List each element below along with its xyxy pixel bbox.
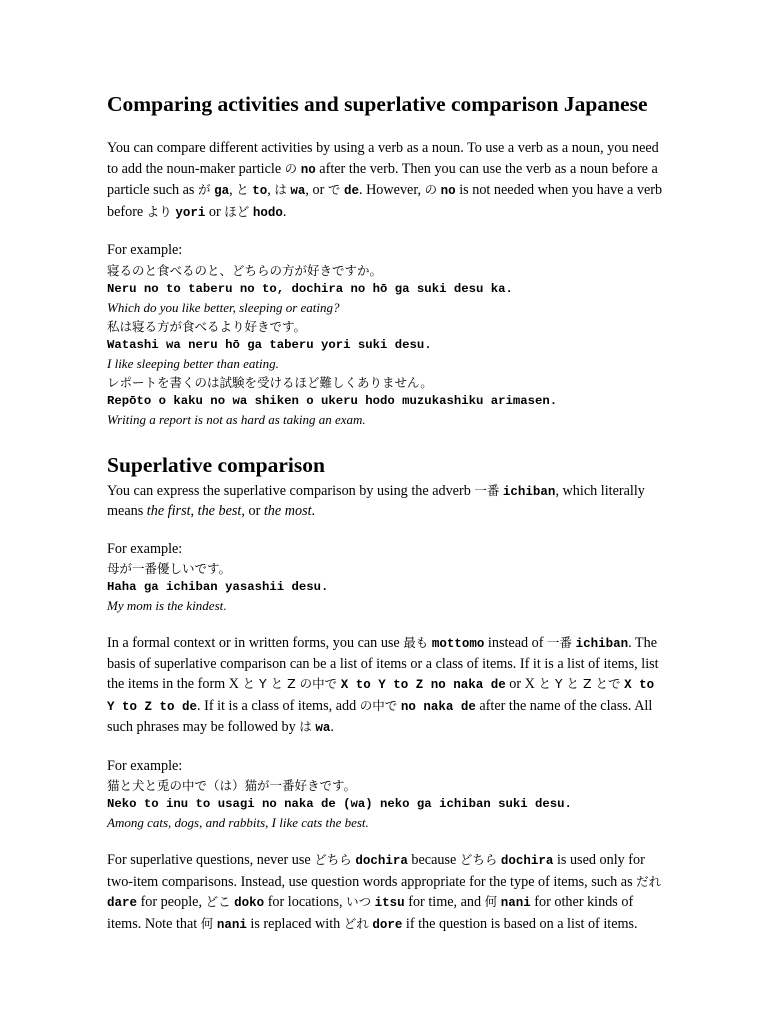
romaji-term: ga	[214, 184, 230, 198]
superlative-paragraph	[107, 481, 663, 522]
example-japanese: 寝るのと食べるのと、どちらの方が好きですか。	[107, 262, 383, 278]
japanese-term: と Y と Z の中で	[242, 676, 338, 691]
japanese-term: 最も	[403, 635, 429, 650]
romaji-term: wa	[290, 184, 306, 198]
example-block-2	[107, 540, 663, 616]
text: .	[311, 503, 316, 519]
romaji-term: dochira	[355, 854, 408, 868]
japanese-term: だれ	[636, 873, 662, 889]
romaji-term: no	[300, 162, 316, 177]
text: for other kinds of items. Note that	[107, 894, 634, 932]
intro-paragraph	[107, 139, 663, 223]
romaji-term: nani	[500, 896, 531, 910]
japanese-term: どちら	[314, 852, 352, 867]
text: is replaced with	[246, 915, 344, 932]
example-romaji: Watashi wa neru hō ga taberu yori suki desu.	[107, 337, 432, 352]
example-translation: I like sleeping better than eating.	[107, 355, 279, 371]
japanese-term: ほど	[224, 203, 250, 219]
japanese-term: は	[274, 182, 287, 197]
text: or	[205, 203, 225, 220]
romaji-term: mottomo	[431, 637, 485, 651]
romaji-term: to	[252, 184, 268, 198]
text: . However,	[358, 182, 425, 198]
example-translation	[107, 597, 663, 615]
romaji-term: doko	[234, 896, 265, 910]
example-label: For example:	[107, 757, 183, 774]
japanese-term: どちら	[459, 852, 498, 867]
romaji-term: X to Y to Z to de	[107, 678, 655, 714]
japanese-term: は	[299, 719, 312, 734]
page-title: Comparing activities and superlative comparison Japanese	[107, 92, 648, 116]
japanese-term: の中で	[359, 697, 398, 713]
text: after the verb. Then you can use the verb as a noun before a particle such as	[107, 160, 658, 198]
text: , or	[241, 503, 264, 519]
example-translation: Which do you like better, sleeping or eating?	[107, 299, 340, 315]
japanese-term: と	[236, 182, 249, 197]
japanese-term: の	[424, 182, 438, 197]
text: . If it is a class of items, add	[197, 697, 360, 714]
text: .	[282, 203, 287, 220]
example-japanese: 私は寝る方が食べるより好きです。	[107, 318, 307, 334]
japanese-term: いつ	[346, 894, 372, 909]
emphasis: the first	[146, 503, 191, 519]
romaji-term: dochira	[500, 854, 554, 868]
example-romaji: Neru no to taberu no to, dochira no hō ga suki desu ka.	[107, 281, 513, 296]
text: My mom is the kindest	[107, 598, 224, 613]
document-page	[107, 90, 663, 953]
text: ,	[229, 182, 237, 198]
example-block-1	[107, 241, 663, 429]
text: .	[223, 598, 227, 613]
romaji-term: X to Y to Z no naka de	[340, 678, 506, 692]
text: ,	[190, 503, 198, 519]
text: ,	[267, 182, 275, 198]
emphasis: the best	[197, 503, 242, 519]
japanese-term: どれ	[343, 915, 369, 931]
romaji-term: itsu	[374, 896, 405, 910]
example-label: For example:	[107, 242, 183, 258]
text: , or	[305, 182, 328, 198]
romaji-term: ichiban	[575, 637, 629, 651]
japanese-term: が	[198, 182, 211, 197]
text: In a formal context or in written forms, you can use	[107, 635, 404, 651]
example-japanese: 猫と犬と兎の中で（は）猫が一番好きです。	[107, 778, 357, 793]
text: You can compare different activities by using a verb as a noun. To use a verb as a noun, you need to add the noun-maker particle	[107, 140, 659, 177]
example-translation: Writing a report is not as hard as taking an exam.	[107, 411, 366, 427]
romaji-term: nani	[216, 917, 247, 932]
text: is used only for two-item comparisons. Instead, use question words appropriate for the type of items, such as	[107, 852, 645, 890]
text: for time, and	[404, 894, 485, 910]
emphasis: the most	[263, 503, 312, 519]
example-translation: Among cats, dogs, and rabbits, I like cats the best.	[107, 815, 369, 830]
questions-paragraph	[107, 850, 663, 935]
text: For superlative questions, never use	[107, 852, 315, 868]
example-japanese: 母が一番優しいです。	[107, 561, 232, 576]
text: is not needed when you have a verb before	[107, 182, 663, 220]
text: . The basis of superlative comparison can be a list of items or a class of items. If it is a list of items, list the items in the form X	[107, 635, 659, 692]
romaji-term: wa	[315, 721, 331, 735]
example-romaji: Haha ga ichiban yasashii desu.	[107, 580, 329, 594]
example-japanese: レポートを書くのは試験を受けるほど難しくありません。	[107, 374, 433, 390]
romaji-term: dore	[372, 917, 403, 932]
formal-paragraph	[107, 633, 663, 739]
romaji-term: hodo	[252, 205, 283, 220]
romaji-term: dare	[107, 896, 138, 910]
text: You can express the superlative comparison by using the adverb	[107, 482, 475, 499]
text: .	[330, 719, 334, 735]
example-block-3	[107, 757, 663, 833]
text: or X	[505, 676, 539, 692]
romaji-term: yori	[175, 205, 206, 220]
text: , which literally means	[107, 482, 645, 519]
japanese-term: どこ	[205, 894, 231, 909]
japanese-term: より	[146, 203, 172, 219]
japanese-term: 何	[200, 915, 214, 931]
romaji-term: ichiban	[502, 484, 556, 499]
romaji-term: no	[440, 184, 456, 198]
example-romaji: Neko to inu to usagi no naka de (wa) neko ga ichiban suki desu.	[107, 797, 572, 811]
japanese-term: 一番	[474, 482, 500, 498]
japanese-term: の	[284, 160, 298, 176]
romaji-term: no naka de	[400, 699, 476, 714]
text: if the question is based on a list of items.	[402, 915, 638, 932]
example-label: For example:	[107, 540, 183, 557]
text: instead of	[484, 635, 548, 651]
text: for locations,	[264, 894, 347, 910]
japanese-term: 何	[484, 894, 498, 909]
text: because	[407, 852, 460, 868]
romaji-term: de	[343, 184, 359, 198]
japanese-term: で	[327, 182, 341, 197]
japanese-term: と Y と Z とで	[538, 676, 621, 691]
japanese-term: 一番	[547, 635, 573, 650]
example-romaji: Repōto o kaku no wa shiken o ukeru hodo muzukashiku arimasen.	[107, 393, 558, 408]
text: after the name of the class. All such phrases may be followed by	[107, 697, 653, 735]
section-heading-superlative: Superlative comparison	[107, 452, 325, 477]
text: for people,	[137, 894, 206, 910]
